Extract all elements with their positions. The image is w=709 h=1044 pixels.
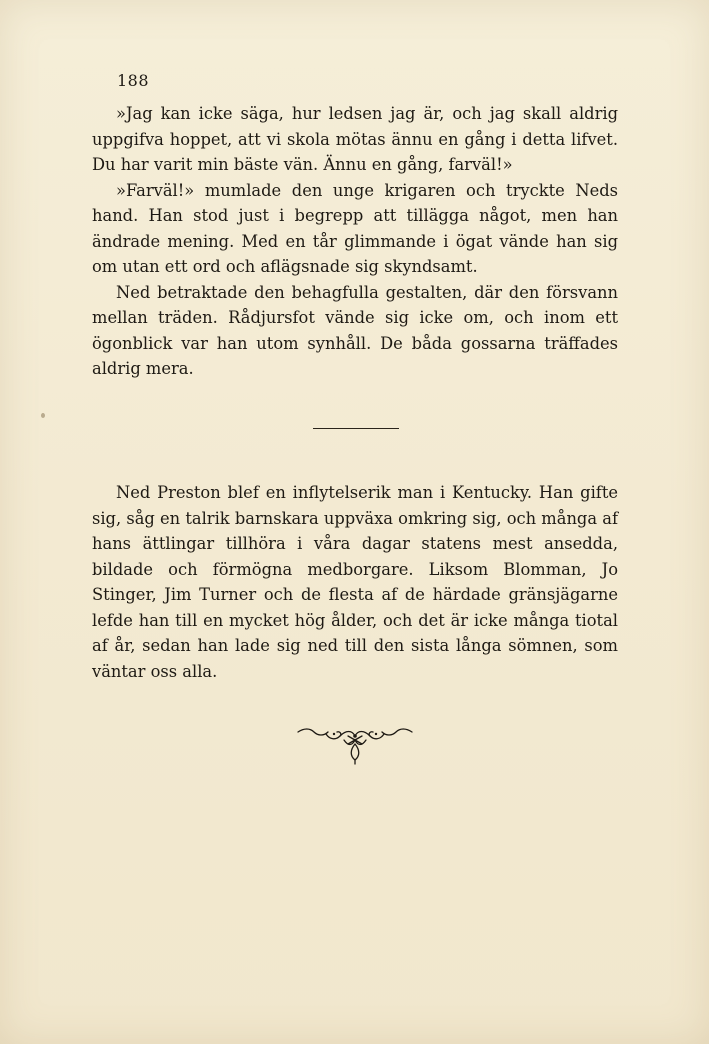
text-section-two <box>92 480 618 684</box>
section-separator-rule <box>313 428 399 429</box>
paragraph: Ned betraktade den behagfulla gestalten, där den försvann mellan träden. Rådjursfot vände sig icke om, och inom ett ögonblick var han utom synhåll. De båda gossarna träffades aldrig mera. <box>92 282 618 378</box>
fleuron-ornament-icon <box>296 722 414 766</box>
paragraph: Ned Preston blef en inflytelserik man i Kentucky. Han gifte sig, såg en talrik barnskara uppväxa omkring sig, och många af hans ättlingar tillhöra i våra dagar statens mest ansedda, bildade och förmögna medborgare. Liksom Blomman, Jo Stinger, Jim Turner och de flesta af de härdade gränsjägarne lefde han till en mycket hög ålder, och det är icke många tiotal af år, sedan han lade sig ned till den sista långa sömnen, som väntar oss alla. <box>92 483 618 681</box>
paragraph: »Farväl!» mumlade den unge krigaren och tryckte Neds hand. Han stod just i begrepp att tillägga något, men han ändrade mening. Med en tår glimmande i ögat vände han sig om utan ett ord och aflägsnade sig skyndsamt. <box>92 180 618 276</box>
paper-speck <box>41 413 45 418</box>
text-section-one <box>92 101 618 382</box>
page-number: 188 <box>117 71 150 90</box>
paragraph: »Jag kan icke säga, hur ledsen jag är, och jag skall aldrig uppgifva hoppet, att vi skola mötas ännu en gång i detta lifvet. Du har varit min bäste vän. Ännu en gång, farväl!» <box>92 104 618 174</box>
